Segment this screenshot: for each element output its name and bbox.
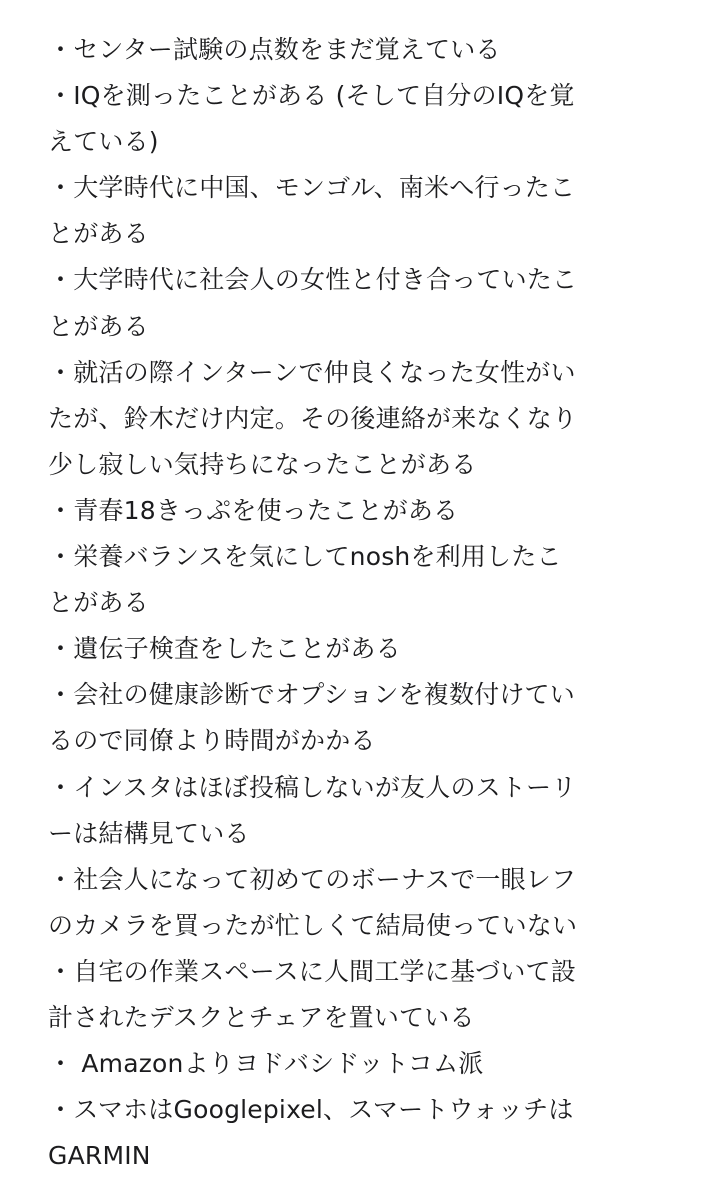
note-line: ・スマホはGooglepixel、スマートウォッチは — [48, 1095, 574, 1125]
note-line: 少し寂しい気持ちになったことがある — [48, 449, 477, 479]
note-line: ・自宅の作業スペースに人間工学に基づいて設 — [48, 956, 576, 986]
note-line: ・インスタはほぼ投稿しないが友人のストーリ — [48, 772, 577, 802]
note-line: ・IQを測ったことがある (そして自分のIQを覚 — [48, 81, 575, 111]
note-line: とがある — [48, 219, 149, 249]
note-line: ・青春18きっぷを使ったことがある — [48, 495, 459, 525]
note-line: ・センター試験の点数をまだ覚えている — [48, 35, 501, 64]
note-text-list — [48, 27, 658, 1179]
note-line: のカメラを買ったが忙しくて結局使っていない — [48, 910, 578, 940]
note-line: ・会社の健康診断でオプションを複数付けてい — [48, 680, 575, 710]
note-line: ・就活の際インターンで仲良くなった女性がい — [48, 357, 576, 387]
note-line: ・ Amazonよりヨドバシドットコム派 — [48, 1049, 484, 1079]
note-line: ーは結構見ている — [48, 818, 250, 848]
note-line: ・大学時代に社会人の女性と付き合っていたこ — [48, 265, 578, 295]
note-line: ・社会人になって初めてのボーナスで一眼レフ — [48, 864, 577, 894]
note-line: とがある — [48, 311, 149, 341]
note-line: ・栄養バランスを気にしてnoshを利用したこ — [48, 542, 562, 572]
note-line: たが、鈴木だけ内定。その後連絡が来なくなり — [48, 403, 578, 433]
note-line: とがある — [48, 588, 149, 618]
note-line: ・大学時代に中国、モンゴル、南米へ行ったこ — [48, 173, 576, 203]
note-line: るので同僚より時間がかかる — [48, 726, 376, 756]
note-line: えている) — [48, 127, 159, 157]
note-line: 計されたデスクとチェアを置いている — [48, 1002, 475, 1032]
note-line: ・遺伝子検査をしたことがある — [48, 634, 401, 664]
note-line: GARMIN — [48, 1141, 151, 1171]
